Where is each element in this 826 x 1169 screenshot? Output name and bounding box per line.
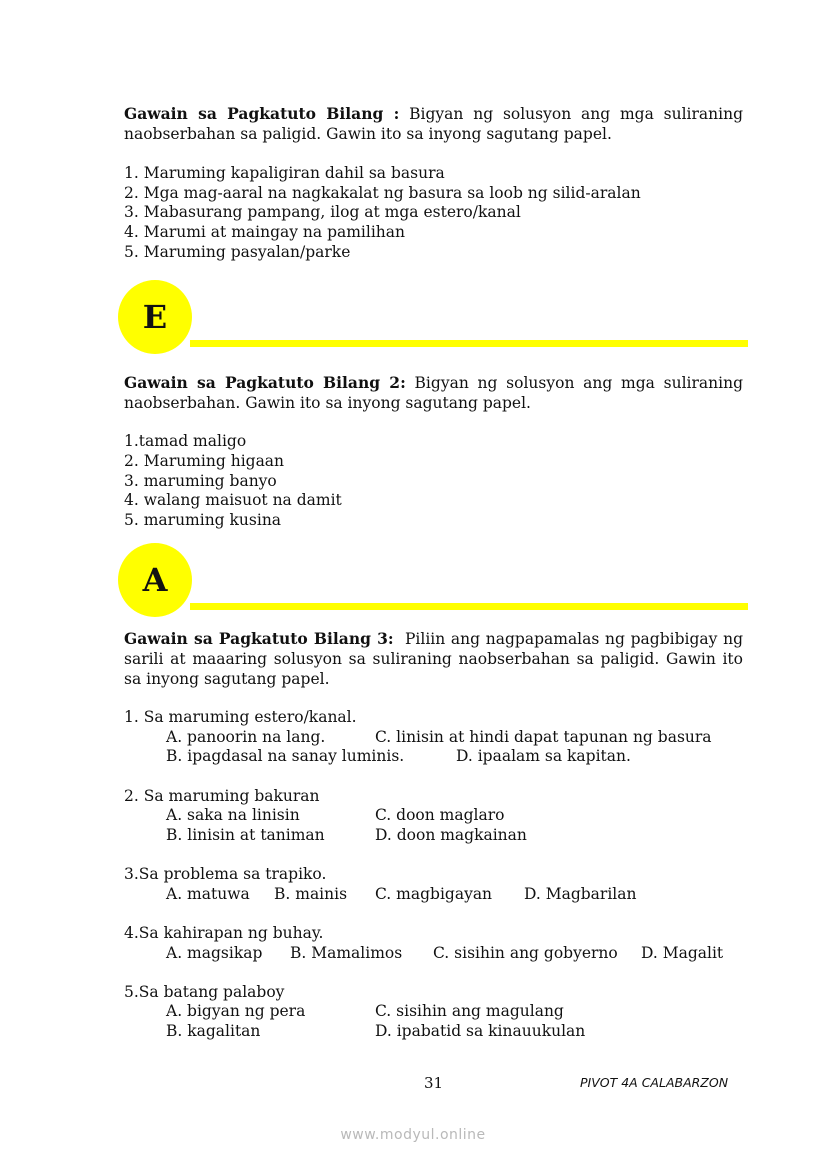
question-5-option-a: A. bigyan ng pera <box>166 1002 306 1020</box>
question-3-stem: 3.Sa problema sa trapiko. <box>124 865 327 883</box>
question-1-option-a: A. panoorin na lang. <box>166 728 326 746</box>
section2-item-3: 3. maruming banyo <box>124 472 277 490</box>
section1-title: Gawain sa Pagkatuto Bilang : <box>124 104 400 123</box>
section1-item-3: 3. Mabasurang pampang, ilog at mga estero/kanal <box>124 203 521 221</box>
section1-instruction: Bigyan ng solusyon ang mga suliraning naobserbahan sa paligid. Gawin ito sa inyong sagutang papel. <box>124 105 743 143</box>
watermark: www.modyul.online <box>340 1127 486 1143</box>
section1-paragraph <box>124 104 743 144</box>
section2-item-1: 1.tamad maligo <box>124 432 247 450</box>
question-3-option-a: A. matuwa <box>166 885 250 903</box>
section1-item-2: 2. Mga mag-aaral na nagkakalat ng basura sa loob ng silid-aralan <box>124 184 641 202</box>
section2-item-4: 4. walang maisuot na damit <box>124 491 342 509</box>
question-1-option-c: C. linisin at hindi dapat tapunan ng basura <box>375 728 712 746</box>
section3-instruction: Piliin ang nagpapamalas ng pagbibigay ng sarili at maaaring solusyon sa suliraning naobserbahan sa paligid. Gawin ito sa inyong sagutang papel. <box>124 630 743 688</box>
question-2-option-d: D. doon magkainan <box>375 826 527 844</box>
section-divider-a <box>190 603 748 610</box>
question-4-option-c: C. sisihin ang gobyerno <box>433 944 618 962</box>
section2-title: Gawain sa Pagkatuto Bilang 2: <box>124 373 406 392</box>
section-divider-e <box>190 340 748 347</box>
question-5-option-c: C. sisihin ang magulang <box>375 1002 564 1020</box>
section-marker-a: A <box>118 543 192 617</box>
question-4-option-d: D. Magalit <box>641 944 724 962</box>
section3-paragraph <box>124 629 743 689</box>
question-2-stem: 2. Sa maruming bakuran <box>124 787 320 805</box>
question-5-stem: 5.Sa batang palaboy <box>124 983 285 1001</box>
section3-title: Gawain sa Pagkatuto Bilang 3: <box>124 629 394 648</box>
question-2-option-b: B. linisin at taniman <box>166 826 325 844</box>
page-number: 31 <box>424 1074 444 1092</box>
section2-item-5: 5. maruming kusina <box>124 511 282 529</box>
series-label: PIVOT 4A CALABARZON <box>580 1075 729 1090</box>
question-3-option-c: C. magbigayan <box>375 885 493 903</box>
section1-item-1: 1. Maruming kapaligiran dahil sa basura <box>124 164 445 182</box>
question-4-stem: 4.Sa kahirapan ng buhay. <box>124 924 324 942</box>
question-2-option-c: C. doon maglaro <box>375 806 505 824</box>
section2-instruction: Bigyan ng solusyon ang mga suliraning naobserbahan. Gawin ito sa inyong sagutang papel. <box>124 374 743 412</box>
section2-paragraph <box>124 373 743 413</box>
question-1-option-b: B. ipagdasal na sanay luminis. <box>166 747 405 765</box>
question-1-stem: 1. Sa maruming estero/kanal. <box>124 708 357 726</box>
question-1-option-d: D. ipaalam sa kapitan. <box>456 747 631 765</box>
section2-item-2: 2. Maruming higaan <box>124 452 285 470</box>
section1-item-5: 5. Maruming pasyalan/parke <box>124 243 351 261</box>
section1-item-4: 4. Marumi at maingay na pamilihan <box>124 223 406 241</box>
question-5-option-b: B. kagalitan <box>166 1022 261 1040</box>
question-3-option-b: B. mainis <box>274 885 348 903</box>
question-5-option-d: D. ipabatid sa kinauukulan <box>375 1022 586 1040</box>
section-marker-e: E <box>118 280 192 354</box>
question-4-option-b: B. Mamalimos <box>290 944 403 962</box>
question-4-option-a: A. magsikap <box>166 944 263 962</box>
question-3-option-d: D. Magbarilan <box>524 885 637 903</box>
question-2-option-a: A. saka na linisin <box>166 806 300 824</box>
